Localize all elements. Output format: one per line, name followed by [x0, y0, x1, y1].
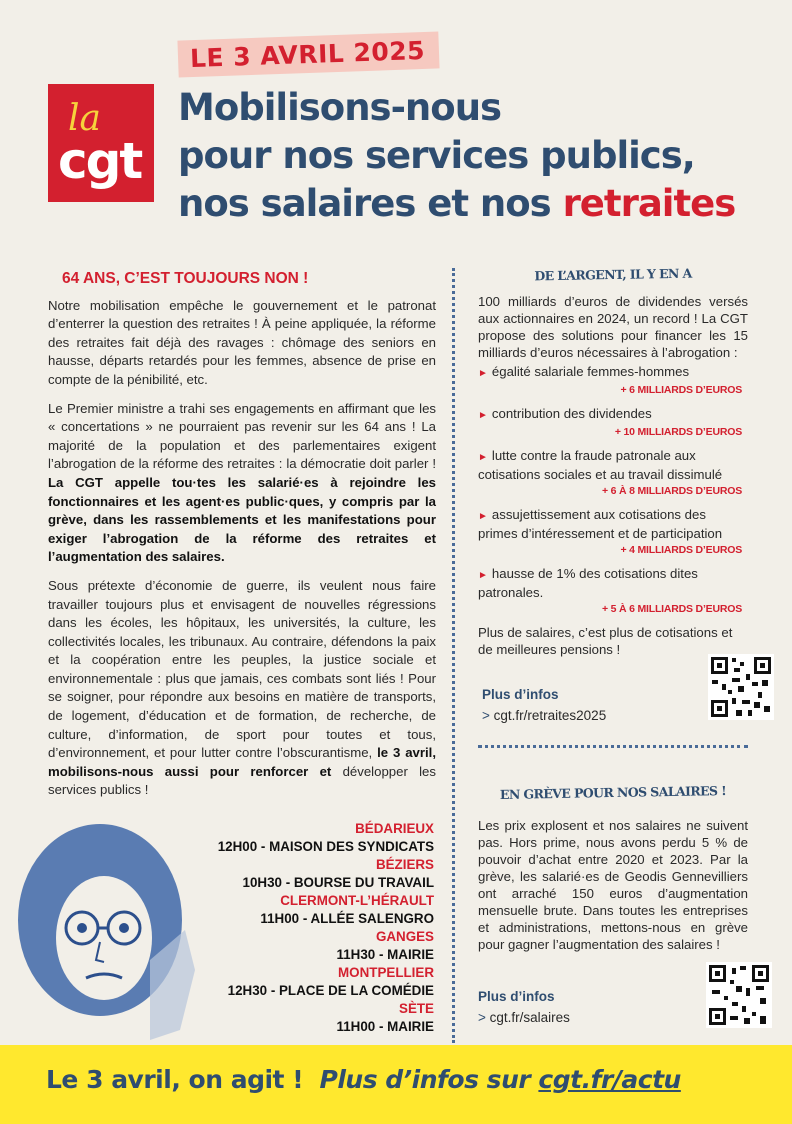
- arrow-right-icon: ►: [478, 368, 488, 379]
- events-list: [150, 820, 434, 1036]
- strike-info-link-text[interactable]: cgt.fr/salaires: [489, 1010, 570, 1025]
- footer-link[interactable]: cgt.fr/actu: [538, 1065, 681, 1094]
- chevron-right-icon: >: [482, 708, 494, 723]
- money-item: [478, 447, 748, 483]
- money-item: [478, 506, 748, 542]
- money-item: [478, 565, 748, 601]
- arrow-right-icon: ►: [478, 570, 488, 581]
- headline: [178, 84, 768, 228]
- money-item-text: lutte contre la fraude patronale aux cotisations sociales et au travail dissimulé: [478, 448, 723, 482]
- left-column: [48, 270, 436, 810]
- event-place: 12H30 - PLACE DE LA COMÉDIE: [227, 983, 434, 998]
- money-outro: Plus de salaires, c’est plus de cotisations et de meilleures pensions !: [478, 625, 733, 657]
- date-banner-text: LE 3 AVRIL 2025: [189, 35, 426, 74]
- money-item-amount: + 10 MILLIARDS D’EUROS: [614, 426, 742, 438]
- money-info-link-text[interactable]: cgt.fr/retraites2025: [493, 708, 607, 723]
- money-intro: 100 milliards d’euros de dividendes versés aux actionnaires en 2024, un record ! La CGT propose des solutions pour financer les 15 milliards d’euros nécessaires à l’abrogation :: [478, 294, 748, 360]
- headline-line3-part2: retraites: [562, 182, 736, 225]
- event-place: 10H30 - BOURSE DU TRAVAIL: [242, 875, 434, 890]
- logo-cgt-text: cgt: [58, 132, 142, 190]
- money-item-amount: + 6 À 8 MILLIARDS D’EUROS: [602, 485, 742, 497]
- strike-section-title: EN GRÈVE POUR NOS SALAIRES !: [499, 783, 727, 802]
- left-section-title: 64 ANS, C’EST TOUJOURS NON !: [62, 270, 309, 287]
- event-place: 11H00 - ALLÉE SALENGRO: [260, 911, 434, 926]
- qr-code-icon[interactable]: [706, 962, 772, 1028]
- strike-body: Les prix explosent et nos salaires ne suivent pas. Hors prime, nous avons perdu 5 % de pouvoir d’achat entre 2020 et 2023. Par la grève, les salarié·es de Geodis Gennevilliers ont arraché 150 euros d’augmentation mensuelle brute. Dans toutes les entreprises et administrations, mettons-nous en grève pour gagner l’augmentation des salaires !: [478, 818, 748, 952]
- event-city: CLERMONT-L’HÉRAULT: [280, 893, 434, 908]
- money-item: [478, 405, 748, 424]
- event-city: SÈTE: [399, 1001, 434, 1016]
- left-paragraph-3-bold: le 3 avril, mobilisons-nous aussi pour renforcer et: [48, 745, 436, 779]
- headline-line3: [178, 180, 768, 228]
- logo-la-text: la: [68, 98, 101, 139]
- arrow-right-icon: ►: [478, 410, 488, 421]
- money-item-amount: + 4 MILLIARDS D’EUROS: [620, 544, 742, 556]
- strike-section: [478, 784, 748, 955]
- left-paragraph-2-text: Le Premier ministre a trahi ses engagements en affirmant que les « concertations » ne pourraient pas revenir sur les 64 ans ! La majorité de la population et des parlementaires exigent l’abrogation de la réforme des retraites : la démocratie doit parler !: [48, 400, 436, 472]
- arrow-right-icon: ►: [478, 511, 488, 522]
- money-item: [478, 363, 748, 382]
- money-item-amount: + 5 À 6 MILLIARDS D’EUROS: [602, 603, 742, 615]
- money-item-text: assujettissement aux cotisations des primes d’intéressement et de participation: [478, 507, 723, 541]
- left-paragraph-3-end: développer les services publics !: [48, 763, 436, 798]
- money-list: [478, 363, 748, 618]
- money-item-text: hausse de 1% des cotisations dites patronales.: [478, 566, 698, 600]
- event-place: 11H00 - MAIRIE: [336, 1019, 434, 1034]
- event-city: BÉDARIEUX: [355, 821, 434, 836]
- arrow-right-icon: ►: [478, 452, 488, 463]
- event-city: GANGES: [375, 929, 434, 944]
- horizontal-dotted-divider: [478, 745, 748, 748]
- left-paragraph-3: [48, 577, 436, 800]
- money-section: [478, 266, 748, 658]
- footer-text-2: Plus d’infos sur: [319, 1065, 539, 1094]
- event-place: 12H00 - MAISON DES SYNDICATS: [217, 839, 434, 854]
- footer-banner: [0, 1045, 792, 1124]
- event-city: MONTPELLIER: [338, 965, 434, 980]
- date-banner: [177, 31, 439, 77]
- left-paragraph-1: Notre mobilisation empêche le gouvernement et le patronat d’enterrer la question des retraites ! À peine appliquée, la réforme des retraites fait déjà des ravages : chômage des seniors en hausse, départs retardés pour les femmes, absence de prise en compte de la pénibilité, etc.: [48, 297, 436, 387]
- headline-line3-part1: nos salaires et nos: [178, 182, 563, 225]
- vertical-dotted-divider: [452, 268, 455, 1043]
- footer-text-1: Le 3 avril, on agit !: [46, 1065, 304, 1094]
- chevron-right-icon: >: [478, 1010, 490, 1025]
- money-info-label: Plus d’infos: [482, 687, 559, 702]
- left-paragraph-2: [48, 400, 436, 567]
- cgt-logo: [48, 84, 154, 202]
- qr-code-icon[interactable]: [708, 654, 774, 720]
- headline-line1: Mobilisons-nous: [178, 86, 502, 129]
- money-item-text: contribution des dividendes: [491, 406, 652, 421]
- money-item-text: égalité salariale femmes-hommes: [491, 364, 690, 379]
- headline-line2: pour nos services publics,: [178, 134, 695, 177]
- money-item-amount: + 6 MILLIARDS D’EUROS: [620, 384, 742, 396]
- event-place: 11H30 - MAIRIE: [336, 947, 434, 962]
- left-paragraph-2-bold: La CGT appelle tou·tes les salarié·es à rejoindre les fonctionnaires et les agent·es public·ques, y compris par la grève, dans les rassemblements et les manifestations pour exiger l’abrogation de la réforme des retraites et l’augmentation des salaires.: [48, 474, 436, 565]
- left-paragraph-3-text: Sous prétexte d’économie de guerre, ils veulent nous faire travailler toujours plus et envisagent de nouvelles régressions dans les écoles, les hôpitaux, les universités, la culture, les collectivités locales, les tribunaux. Au contraire, défendons la paix et la coopération entre les peuples, la justice sociale et environnementale : plus que jamais, ces combats sont liés ! Pour se soigner, pour répondre aux besoins en matière de transports, de logement, d’éducation et de formation, de recherche, de culture, d’information, de sport pour toutes et tous, d’environnement, et pour lutter contre l’obscurantisme,: [48, 577, 436, 761]
- money-section-title: DE L’ARGENT, IL Y EN A: [534, 265, 692, 284]
- event-city: BÉZIERS: [375, 857, 434, 872]
- strike-info-label: Plus d’infos: [478, 989, 555, 1004]
